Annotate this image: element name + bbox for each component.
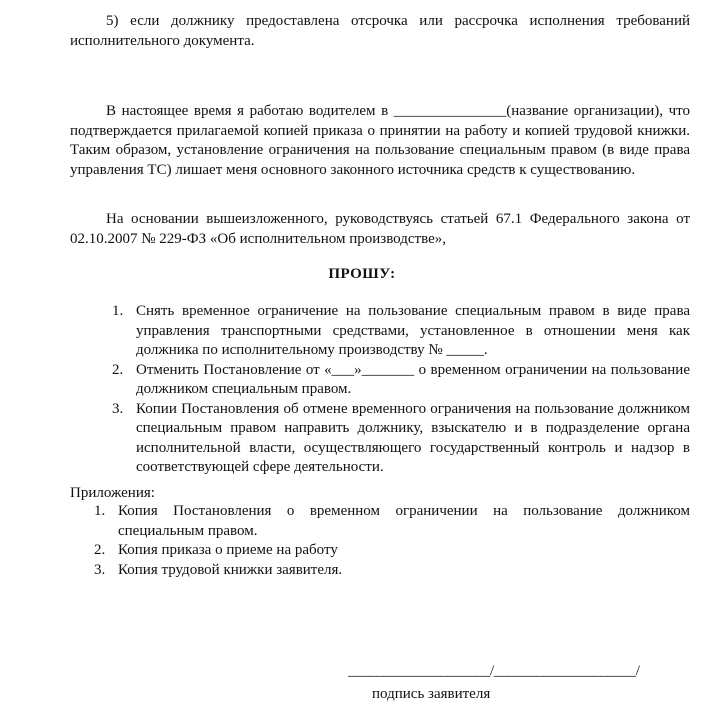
list-item-number: 2. (112, 361, 124, 378)
attachments-title: Приложения: (70, 485, 155, 501)
list-item (112, 361, 690, 400)
list-item-number: 1. (94, 503, 106, 519)
list-item (94, 561, 690, 581)
employment-paragraph: В настоящее время я работаю водителем в _______________(название организации), что подтверждается прилагаемой копией приказа о принятии на работу и копией трудовой книжки. Таким образом, установление ограничения на пользование специальным правом (в виде права управления ТС) лишает меня основного законного источника средств к существованию. (70, 103, 690, 178)
request-list (112, 302, 690, 478)
list-item-text: Копия приказа о приеме на работу (118, 542, 338, 558)
item-5-paragraph: 5) если должнику предоставлена отсрочка или рассрочка исполнения требований исполнительного документа. (70, 13, 690, 49)
list-item-number: 3. (112, 400, 124, 417)
list-item-number: 1. (112, 303, 124, 319)
list-item-text: Копия трудовой книжки заявителя. (118, 561, 343, 578)
signature-line: ____________________/____________________/ (348, 663, 640, 679)
list-item-text: Отменить Постановление от «___»_______ о временном ограничении на пользование должником специальным правом. (136, 361, 690, 397)
list-item-text: Снять временное ограничение на пользование специальным правом в виде права управления транспортными средствами, установленное в отношении меня как должника по исполнительному производству № _____. (136, 303, 690, 358)
list-item-number: 2. (94, 542, 106, 558)
list-item-number: 3. (94, 561, 106, 578)
legal-basis-paragraph: На основании вышеизложенного, руководствуясь статьей 67.1 Федерального закона от 02.10.2007 № 229-ФЗ «Об исполнительном производстве», (70, 211, 690, 247)
signature-label: подпись заявителя (372, 686, 491, 702)
list-item (112, 302, 690, 361)
list-item (112, 400, 690, 478)
list-item (94, 541, 690, 561)
list-item-text: Копии Постановления об отмене временного ограничения на пользование должником специальным правом направить должнику, взыскателю и в подразделение органа исполнительной власти, осуществляющего государственный контроль и надзор в соответствующей сфере деятельности. (136, 400, 690, 475)
list-item (94, 502, 690, 541)
attachments-list (94, 502, 690, 580)
list-item-text: Копия Постановления о временном ограничении на пользование должником специальным правом. (118, 503, 690, 539)
request-heading: ПРОШУ: (328, 266, 396, 282)
